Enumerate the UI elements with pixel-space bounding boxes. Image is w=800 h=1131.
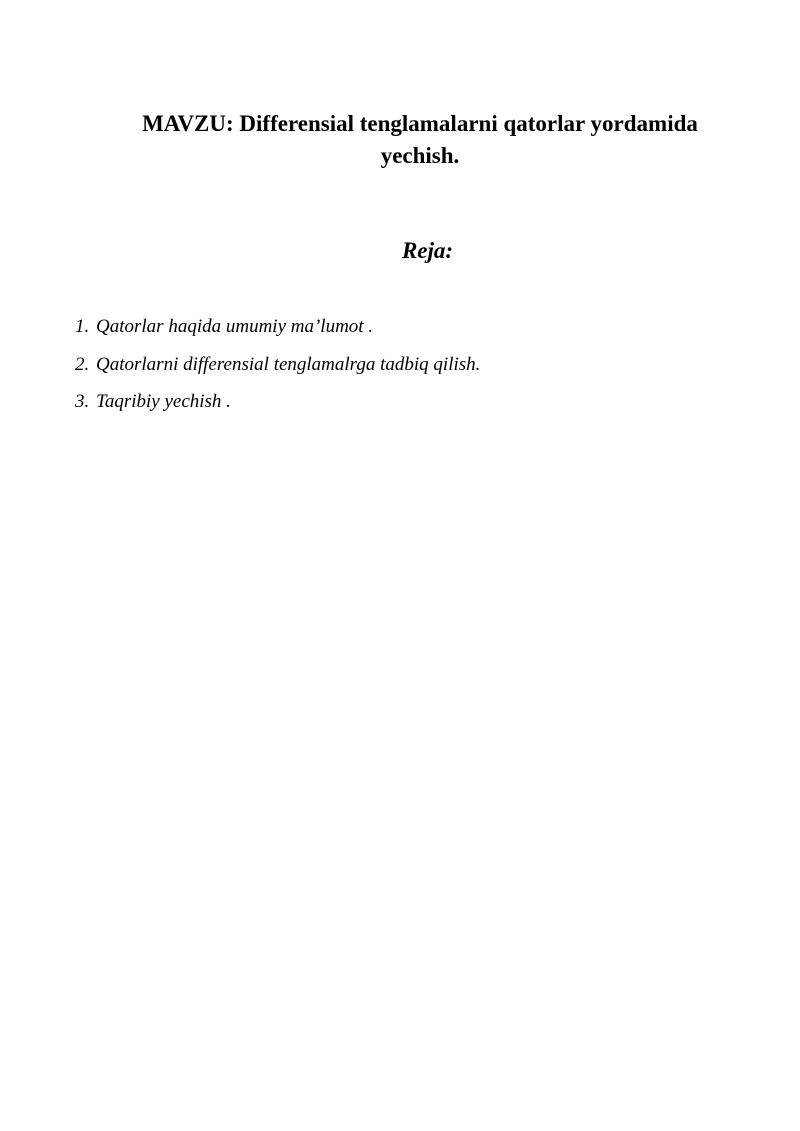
plan-item <box>75 352 480 390</box>
title-line-1: MAVZU: Differensial tenglamalarni qatorlar yordamida <box>142 111 698 136</box>
plan-item-number: 1. <box>75 316 90 337</box>
document-title <box>100 108 740 172</box>
plan-item-text: Taqribiy yechish . <box>96 391 231 412</box>
plan-heading: Reja: <box>401 238 454 263</box>
plan-item-text: Qatorlarni differensial tenglamalrga tadbiq qilish. <box>96 353 481 375</box>
plan-item-text: Qatorlar haqida umumiy ma’lumot . <box>96 316 374 337</box>
plan-item <box>75 389 480 427</box>
plan-item <box>75 314 480 352</box>
plan-item-number: 2. <box>75 353 90 375</box>
title-line-2: yechish. <box>380 143 460 168</box>
plan-list <box>75 314 480 427</box>
plan-item-number: 3. <box>75 391 90 412</box>
